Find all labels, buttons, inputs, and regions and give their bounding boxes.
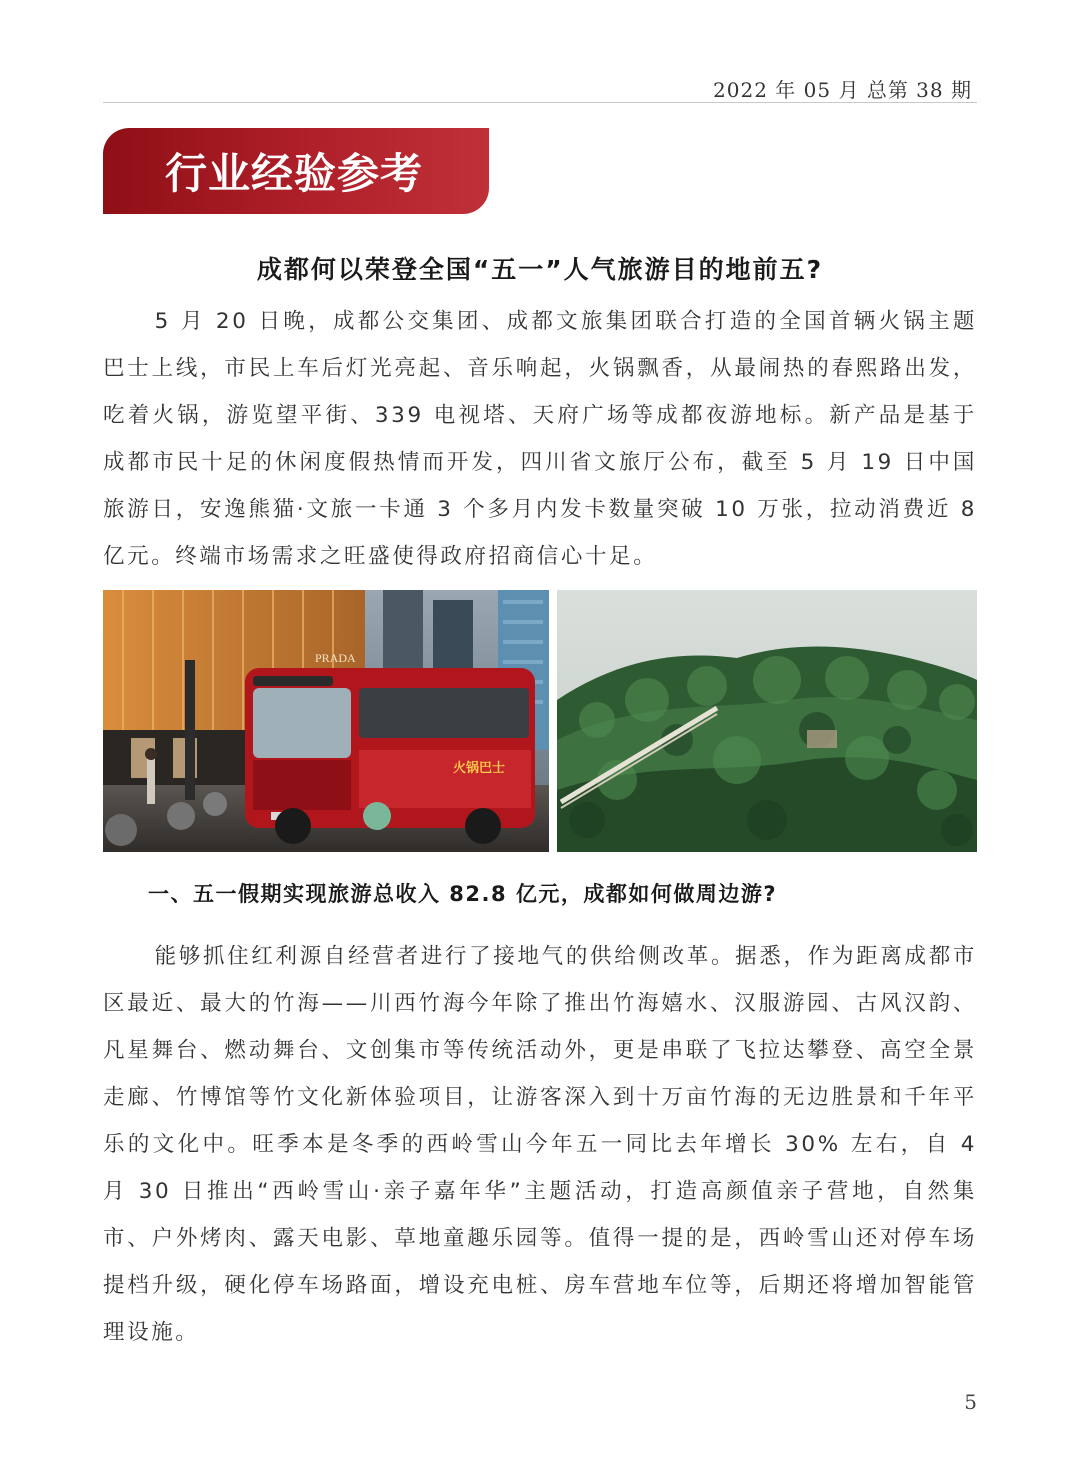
article-paragraph-2: 能够抓住红利源自经营者进行了接地气的供给侧改革。据悉，作为距离成都市区最近、最大的竹海——川西竹海今年除了推出竹海嬉水、汉服游园、古风汉韵、凡星舞台、燃动舞台、文创集市等传统活动外，更是串联了飞拉达攀登、高空全景走廊、竹博馆等竹文化新体验项目，让游客深入到十万亩竹海的无边胜景和千年平乐的文化中。旺季本是冬季的西岭雪山今年五一同比去年增长 30% 左右，自 4 月 30 日推出“西岭雪山·亲子嘉年华”主题活动，打造高颜值亲子营地，自然集市、户外烤肉、露天电影、草地童趣乐园等。值得一提的是，西岭雪山还对停车场提档升级，硬化停车场路面，增设充电桩、房车营地车位等，后期还将增加智能管理设施。 xyxy=(103,944,977,1345)
header-divider xyxy=(103,102,977,103)
bamboo-forest-photo xyxy=(557,590,977,852)
prada-sign: PRADA xyxy=(315,651,356,665)
article-paragraph-1: 5 月 20 日晚，成都公交集团、成都文旅集团联合打造的全国首辆火锅主题巴士上线，市民上车后灯光亮起、音乐响起，火锅飘香，从最闹热的春熙路出发，吃着火锅，游览望平街、339 电视塔、天府广场等成都夜游地标。新产品是基于成都市民十足的休闲度假热情而开发，四川省文旅厅公布，截至 5 月 19 日中国旅游日，安逸熊猫·文旅一卡通 3 个多月内发卡数量突破 10 万张，拉动消费近 8 亿元。终端市场需求之旺盛使得政府招商信心十足。 xyxy=(103,309,977,569)
page-number: 5 xyxy=(964,1390,977,1414)
section-banner-label: 行业经验参考 xyxy=(165,149,424,198)
section-heading-1: 一、五一假期实现旅游总收入 82.8 亿元，成都如何做周边游? xyxy=(148,882,778,906)
issue-info: 2022 年 05 月 总第 38 期 xyxy=(713,78,972,102)
section-banner xyxy=(103,128,489,214)
bus-banner-text: 火锅巴士 xyxy=(453,761,506,776)
article-title: 成都何以荣登全国“五一”人气旅游目的地前五? xyxy=(256,255,824,284)
hotpot-bus-photo xyxy=(103,590,549,852)
